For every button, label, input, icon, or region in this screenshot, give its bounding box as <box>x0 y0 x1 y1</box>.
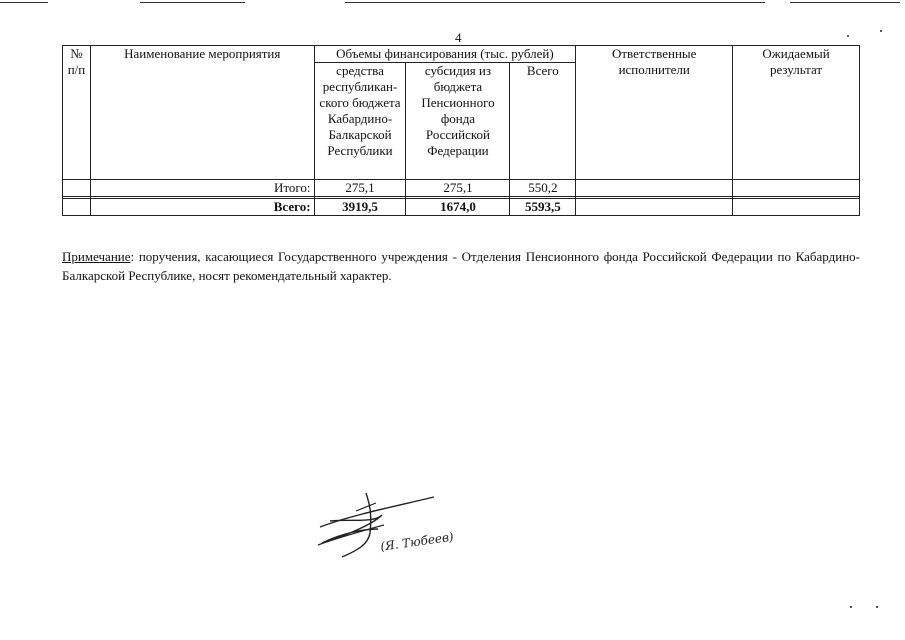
page-number: 4 <box>455 30 462 45</box>
row-label: Итого: <box>90 180 314 197</box>
scan-speck <box>850 606 852 608</box>
row-expected-cell <box>733 180 860 197</box>
note-text: : поручения, касающиеся Государственного учреждения - Отделения Пенсионного фонда Российской Федерации по Кабардино-Балкарской Республике, носят рекомендательный характер. <box>62 249 860 283</box>
header-name: Наименование мероприятия <box>90 46 314 180</box>
scan-speck <box>876 606 878 608</box>
subheader-total: Всего <box>510 63 576 180</box>
signature-image <box>312 485 472 565</box>
scan-artifact-line <box>140 2 245 3</box>
table-row-itogo <box>63 180 860 197</box>
financing-table <box>62 45 860 216</box>
row-num-cell <box>63 199 91 216</box>
subheader-budget: средства республикан-ского бюджета Кабардино-Балкарской Республики <box>314 63 406 180</box>
header-num: № п/п <box>63 46 91 180</box>
row-responsible-cell <box>576 199 733 216</box>
row-subsidy: 1674,0 <box>406 199 510 216</box>
row-responsible-cell <box>576 180 733 197</box>
header-responsible: Ответственные исполнители <box>576 46 733 180</box>
row-total: 5593,5 <box>510 199 576 216</box>
scan-speck <box>847 35 849 37</box>
row-total: 550,2 <box>510 180 576 197</box>
row-expected-cell <box>733 199 860 216</box>
subheader-subsidy: субсидия из бюджета Пенсионного фонда Российской Федерации <box>406 63 510 180</box>
note-label: Примечание <box>62 249 131 264</box>
header-expected: Ожидаемый результат <box>733 46 860 180</box>
scan-artifact-line <box>0 2 48 3</box>
header-financing: Объемы финансирования (тыс. рублей) <box>314 46 576 63</box>
table-row-vsego <box>63 199 860 216</box>
scan-artifact-line <box>345 2 765 3</box>
note-paragraph <box>62 247 860 285</box>
scan-artifact-line <box>790 2 900 3</box>
scan-speck <box>880 30 882 32</box>
row-label: Всего: <box>90 199 314 216</box>
signature-handwriting: (Я. Тюбеев) <box>379 529 455 554</box>
row-budget: 275,1 <box>314 180 406 197</box>
table-header-row <box>63 46 860 63</box>
row-budget: 3919,5 <box>314 199 406 216</box>
row-num-cell <box>63 180 91 197</box>
row-subsidy: 275,1 <box>406 180 510 197</box>
